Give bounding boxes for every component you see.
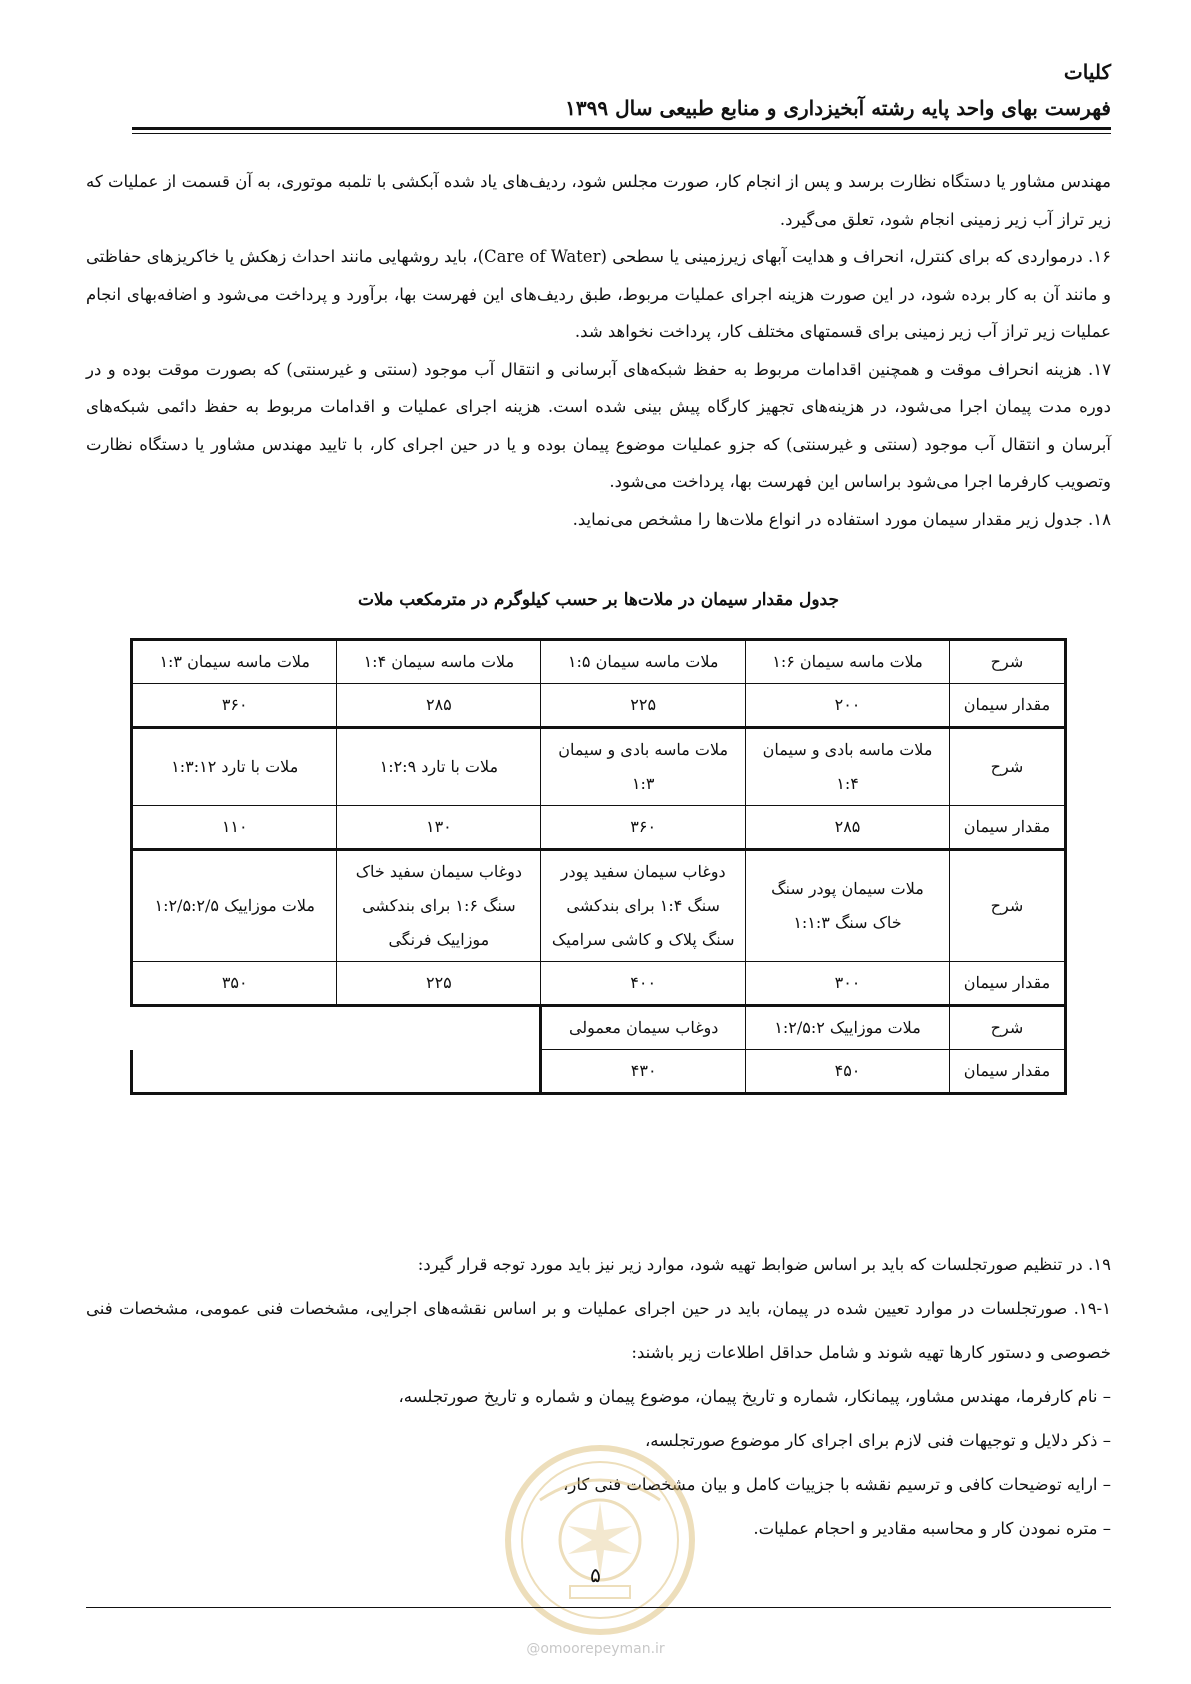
- table-cell: دوغاب سیمان سفید پودر سنگ ۱:۴ برای بندکشی سنگ پلاک و کاشی سرامیک: [541, 850, 746, 962]
- table-cell: ملات ماسه سیمان ۱:۵: [541, 640, 746, 684]
- table-empty-area: [132, 1006, 541, 1050]
- header-section-title: کلیات: [1063, 60, 1111, 84]
- paragraph-16: ۱۶. درمواردی که برای کنترل، انحراف و هدایت آبهای زیرزمینی یا سطحی (Care of Water)، باید روشهایی مانند احداث زهکش یا خاکریزهای حفاظتی و مانند آن به کار برده شود، در این صورت هزینه اجرای عملیات مربوط، طبق ردیف‌های این فهرست بها، برآورد و پرداخت می‌شود و اضافه‌بهای انجام عملیات زیر تراز آب زیر زمینی برای قسمتهای مختلف کار، پرداخت نخواهد شد.: [86, 247, 1111, 341]
- table-row: [132, 728, 1066, 806]
- paragraph-17: ۱۷. هزینه انحراف موقت و همچنین اقدامات مربوط به حفظ شبکه‌های آبرسانی و انتقال آب موجود (سنتی و غیرسنتی) که بصورت موقت بوده و در دوره مدت پیمان اجرا می‌شود، در هزینه‌های تجهیز کارگاه پیش بینی شده است. هزینه اجرای عملیات و اقدامات مربوط به حفظ دائمی شبکه‌های آبرسان و انتقال آب موجود (سنتی و غیرسنتی) که جزو عملیات موضوع پیمان بوده و یا در حین اجرای کار، با تایید مهندس مشاور یا دستگاه نظارت وتصویب کارفرما اجرا می‌شود براساس این فهرست بها، پرداخت می‌شود.: [86, 359, 1111, 491]
- row-label-desc: شرح: [949, 850, 1065, 962]
- row-label-desc: شرح: [949, 728, 1065, 806]
- table-cell: ۲۸۵: [746, 806, 950, 850]
- list-item: – ذکر دلایل و توجیهات فنی لازم برای اجرای کار موضوع صورتجلسه،: [644, 1431, 1111, 1450]
- table-cell: ملات ماسه سیمان ۱:۴: [337, 640, 541, 684]
- table-cell: ۲۸۵: [337, 684, 541, 728]
- header-divider-thin: [132, 133, 1111, 134]
- table-row: [132, 850, 1066, 962]
- table-empty-area: [132, 1050, 541, 1094]
- table-cell: ۳۶۰: [132, 684, 337, 728]
- paragraph-19: ۱۹. در تنظیم صورتجلسات که باید بر اساس ضوابط تهیه شود، موارد زیر نیز باید مورد توجه قرار گیرد:: [417, 1255, 1111, 1274]
- body-paragraphs: [86, 163, 1111, 538]
- table-cell: ملات موزاییک ۱:۲/۵:۲/۵: [132, 850, 337, 962]
- table-cell: ۴۵۰: [746, 1050, 950, 1094]
- table-row: [132, 1006, 1066, 1050]
- row-label-desc: شرح: [949, 1006, 1065, 1050]
- page-number: ۵: [590, 1563, 601, 1587]
- table-cell: ملات سیمان پودر سنگ خاک سنگ ۱:۱:۳: [746, 850, 950, 962]
- row-label-cement: مقدار سیمان: [949, 1050, 1065, 1094]
- list-item: – متره نمودن کار و محاسبه مقادیر و احجام عملیات.: [753, 1519, 1111, 1538]
- row-label-cement: مقدار سیمان: [949, 684, 1065, 728]
- table-cell: ملات ماسه بادی و سیمان ۱:۴: [746, 728, 950, 806]
- table-cell: دوغاب سیمان سفید خاک سنگ ۱:۶ برای بندکشی موزاییک فرنگی: [337, 850, 541, 962]
- header-divider-thick: [132, 127, 1111, 130]
- table-cell: ملات با تارد ۱:۳:۱۲: [132, 728, 337, 806]
- table-cell: ۴۳۰: [541, 1050, 746, 1094]
- table-cell: ۳۰۰: [746, 962, 950, 1006]
- table-cell: ملات موزاییک ۱:۲/۵:۲: [746, 1006, 950, 1050]
- list-item: – نام کارفرما، مهندس مشاور، پیمانکار، شماره و تاریخ پیمان، موضوع پیمان و شماره و تاریخ صورتجلسه،: [398, 1387, 1111, 1406]
- site-watermark-text: @omoorepeyman.ir: [526, 1641, 665, 1657]
- table-cell: ۳۵۰: [132, 962, 337, 1006]
- table-row: [132, 640, 1066, 684]
- table-cell: ۱۳۰: [337, 806, 541, 850]
- table-cell: دوغاب سیمان معمولی: [541, 1006, 746, 1050]
- table-row: [132, 806, 1066, 850]
- table-cell: ۲۲۵: [337, 962, 541, 1006]
- row-label-desc: شرح: [949, 640, 1065, 684]
- table-cell: ملات ماسه سیمان ۱:۳: [132, 640, 337, 684]
- table-title: جدول مقدار سیمان در ملات‌ها بر حسب کیلوگرم در مترمکعب ملات: [358, 590, 839, 610]
- table-cell: ۲۲۵: [541, 684, 746, 728]
- paragraph-continuation: مهندس مشاور یا دستگاه نظارت برسد و پس از انجام کار، صورت مجلس شود، ردیف‌های یاد شده آبکشی با تلمبه موتوری، به آن قسمت از عملیات که زیر تراز آب زیر زمینی انجام شود، تعلق می‌گیرد.: [86, 172, 1111, 229]
- cement-table: [130, 638, 1067, 1095]
- row-label-cement: مقدار سیمان: [949, 962, 1065, 1006]
- paragraph-18: ۱۸. جدول زیر مقدار سیمان مورد استفاده در انواع ملات‌ها را مشخص می‌نماید.: [572, 509, 1111, 529]
- header-document-title: فهرست بهای واحد پایه رشته آبخیزداری و منابع طبیعی سال ۱۳۹۹: [565, 96, 1111, 120]
- table-cell: ۳۶۰: [541, 806, 746, 850]
- seal-watermark-icon: [500, 1440, 700, 1640]
- table-cell: ۴۰۰: [541, 962, 746, 1006]
- table-row: [132, 1050, 1066, 1094]
- table-row: [132, 684, 1066, 728]
- table-cell: ۱۱۰: [132, 806, 337, 850]
- row-label-cement: مقدار سیمان: [949, 806, 1065, 850]
- table-cell: ۲۰۰: [746, 684, 950, 728]
- paragraph-19-1: ۱۹-۱. صورتجلسات در موارد تعیین شده در پیمان، باید در حین اجرای عملیات و بر اساس نقشه‌های اجرایی، مشخصات فنی عمومی، مشخصات فنی خصوصی و دستور کارها تهیه شوند و شامل حداقل اطلاعات زیر باشند:: [86, 1299, 1111, 1362]
- list-item: – ارایه توضیحات کافی و ترسیم نقشه با جزییات کامل و بیان مشخصات فنی کار،: [563, 1475, 1111, 1494]
- table-cell: ملات با تارد ۱:۲:۹: [337, 728, 541, 806]
- table-cell: ملات ماسه سیمان ۱:۶: [746, 640, 950, 684]
- table-cell: ملات ماسه بادی و سیمان ۱:۳: [541, 728, 746, 806]
- table-row: [132, 962, 1066, 1006]
- footer-divider: [86, 1607, 1111, 1608]
